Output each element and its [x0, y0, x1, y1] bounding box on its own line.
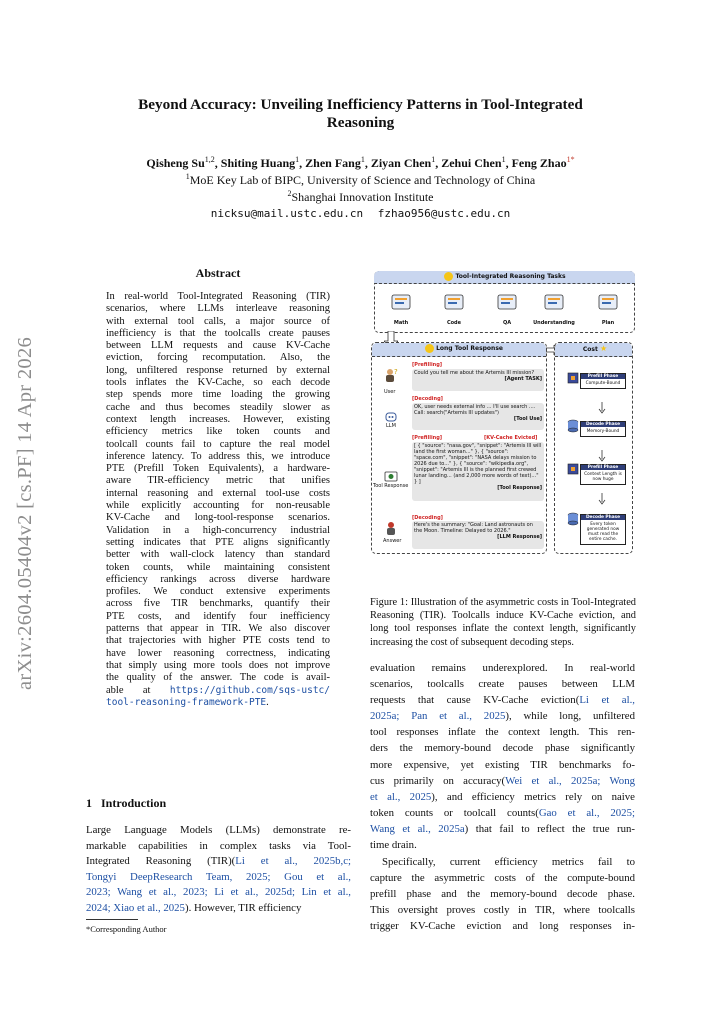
cost-box-head: Prefill Phase — [581, 465, 625, 470]
intro-line: markable capabilities in complex tasks via Tool- — [86, 839, 351, 852]
tag-decoding-2: [Decoding] — [412, 515, 443, 521]
abstract-line: across five TIR benchmarks, quantify their — [106, 598, 330, 610]
body-line: Specifically, current efficiency metrics fail to — [382, 856, 635, 868]
cost-box-body: Compute-Bound — [585, 381, 621, 386]
abstract-line: long, unfiltered response returned by external — [106, 364, 330, 376]
citation-link[interactable]: 2024; Xiao et al., 2025 — [86, 901, 185, 914]
tag-prefilling-1: [Prefilling] — [412, 362, 443, 368]
abstract-line: have lower reasoning correctness, indicating — [106, 647, 330, 659]
code-link[interactable]: tool-reasoning-framework-PTE — [106, 696, 267, 708]
citation-link[interactable]: et al., 2025 — [370, 790, 432, 803]
abstract-body — [106, 291, 330, 709]
task-label-code: Code — [446, 320, 462, 326]
cost-box — [580, 421, 626, 437]
intro-paragraph-left — [86, 823, 351, 916]
memory-cache-icon — [566, 419, 580, 438]
user-message: Could you tell me about the Artemis III mission? [Agent TASK] — [412, 369, 544, 391]
abstract-line: Validation in a high-concurrency industrial — [106, 524, 330, 536]
affiliation-2: $^2$Shanghai Innovation Institute — [287, 189, 434, 204]
abstract-line: patterns that appear in TIR. We also discover — [106, 623, 330, 635]
abstract-line: that trajectories with higher PTE costs tend to — [106, 635, 330, 647]
citation-link[interactable]: Gao et al., 2025; — [538, 806, 635, 819]
body-line: 2025a; Pan et al., 2025), while long, unfiltered — [370, 710, 635, 723]
abstract-heading: Abstract — [195, 266, 241, 280]
abstract-line: with external tool calls, a major source of — [106, 315, 330, 327]
role-tool-response: Tool Response — [373, 483, 409, 489]
role-llm: LLM — [386, 423, 396, 429]
cost-box — [580, 373, 626, 389]
abstract-line: aware TIR-efficiency metric that unifies — [106, 475, 330, 487]
body-line: trigger KV-Cache eviction and long responses in- — [370, 920, 635, 933]
memory-cache-icon — [566, 512, 580, 531]
body-line: et al., 2025), and efficiency metrics rely on naive — [370, 790, 635, 803]
role-answer: Answer — [383, 538, 402, 544]
author-affiliation-marker: 1 — [295, 155, 300, 164]
body-line: tool responses inflate the context length. This ren- — [370, 726, 635, 739]
cost-box — [580, 464, 626, 485]
body-line: time drain. — [370, 839, 417, 852]
body-line: Wang et al., 2025a) that fail to reflect the true run- — [370, 822, 635, 835]
figure-cost-title: Cost ★ — [582, 344, 608, 353]
affiliation-1: $^1$MoE Key Lab of BIPC, University of Science and Technology of China — [185, 172, 536, 187]
author-name: Ziyan Chen — [370, 156, 432, 170]
abstract-line: profiles. We conduct extensive experiments — [106, 586, 330, 598]
intro-line: Large Language Models (LLMs) demonstrate re- — [86, 824, 351, 836]
abstract-line: internal reasoning and external tool-use costs — [106, 487, 330, 499]
citation-link[interactable]: 2025a; Pan et al., 2025 — [370, 710, 506, 723]
abstract-line: while explicitly accounting for non-reusable — [106, 500, 330, 512]
abstract-line: setting indicates that PTE aligns significantly — [106, 536, 330, 548]
cost-box-body: Every token generated now must read the entire cache. — [586, 522, 620, 542]
abstract-line: step spends more time loading the growing — [106, 389, 330, 401]
abstract-line — [106, 685, 330, 697]
author-affiliation-marker: 1 — [501, 155, 506, 164]
abstract-line: the quality of the answer. The code is avail- — [106, 672, 330, 684]
smiley-icon — [444, 272, 453, 281]
body-line: token counts or toolcall counts(Gao et al., 2025; — [370, 806, 635, 819]
abstract-line: context length increases. However, existing — [106, 413, 330, 425]
body-line: prefill phase and the memory-bound decode phase. — [370, 888, 635, 901]
author-affiliation-marker: 1 — [360, 155, 365, 164]
abstract-line: better with wall-clock latency than standard — [106, 549, 330, 561]
down-arrow-icon — [598, 401, 606, 419]
body-line: scenarios, toolcalls create pauses between LLM — [370, 678, 635, 691]
abstract-line: toolcall counts fail to capture the real model — [106, 438, 330, 450]
svg-text:?: ? — [394, 368, 398, 376]
section-heading-introduction: 1 Introduction — [86, 796, 167, 810]
citation-link[interactable]: Tongyi DeepResearch Team, 2025; Gou et al., — [86, 870, 351, 883]
author-emails[interactable]: nicksu@mail.ustc.edu.cn fzhao956@ustc.edu.cn — [210, 207, 511, 220]
footnote-rule — [86, 919, 138, 920]
author-affiliation-marker: 1 — [431, 155, 436, 164]
down-arrow-icon — [598, 492, 606, 510]
title-line-2: Reasoning — [326, 114, 395, 131]
tag-prefilling-2: [Prefilling] — [412, 435, 443, 441]
math-icon — [391, 293, 411, 316]
role-user: User — [384, 389, 396, 395]
body-line: capture the asymmetric costs of the compute-bound — [370, 872, 635, 885]
task-label-qa: QA — [502, 320, 512, 326]
code-link[interactable]: https://github.com/sqs-ustc/ — [169, 684, 330, 696]
cost-box-body: Context Length is now huge — [584, 472, 622, 482]
abstract-line: inefficiency is that the toolcalls create pauses — [106, 327, 330, 339]
figure-left-title: Long Tool Response — [414, 342, 514, 355]
abstract-line: that simply using more tools does not improve — [106, 659, 330, 671]
author-name: Shiting Huang — [220, 156, 296, 170]
author-name: Zehui Chen — [441, 156, 502, 170]
citation-link[interactable]: Li et al., — [579, 694, 635, 707]
intro-line: 2024; Xiao et al., 2025). However, TIR efficiency — [86, 901, 302, 914]
abstract-line: eviction, forcing recomputation. Also, the — [106, 352, 330, 364]
intro-line — [86, 885, 351, 901]
author-affiliation-marker: 1,2 — [204, 155, 215, 164]
task-label-math: Math — [393, 320, 409, 326]
code-icon — [444, 293, 464, 316]
abstract-line: PTE costs, and identify four inefficiency — [106, 610, 330, 622]
citation-link[interactable]: Li et al., 2025b,c; — [235, 855, 351, 867]
author-affiliation-marker: 1* — [566, 155, 575, 164]
intro-line — [86, 870, 351, 886]
author-name: Feng Zhao — [511, 156, 567, 170]
answer-avatar-icon — [384, 521, 398, 535]
cost-box-head: Decode Phase — [581, 515, 625, 520]
arxiv-identifier: arXiv:2604.05404v2 [cs.PF] 14 Apr 2026 — [14, 336, 36, 690]
user-avatar-icon — [384, 368, 398, 382]
cost-box-head: Prefill Phase — [581, 374, 625, 379]
body-line: requests that cause KV-Cache eviction(Li et al., — [370, 694, 635, 707]
figure-tasks-title: Tool-Integrated Reasoning Tasks — [430, 271, 580, 283]
abstract-line: tools inflates the KV-Cache, so each decode — [106, 377, 330, 389]
task-label-plan: Plan — [601, 320, 615, 326]
worried-face-icon — [425, 344, 434, 353]
llm-message: OK, user needs external info ... I'll use search .... Call: search("Artemis III updates") [Tool Use] — [412, 403, 544, 430]
cost-box-body: Memory-Bound — [586, 429, 620, 434]
intro-line: Integrated Reasoning (TIR)(Li et al., 2025b,c; — [86, 855, 351, 867]
abstract-line: KV-Cache and long-tool-response scenarios. — [106, 512, 330, 524]
body-line: evaluation remains underexplored. In real-world — [370, 662, 635, 674]
abstract-line: PTE (Prefill Token Equivalents), a hardware- — [106, 463, 330, 475]
task-label-understanding: Understanding — [533, 320, 575, 326]
abstract-line: In real-world Tool-Integrated Reasoning (TIR) — [106, 291, 330, 302]
body-line: ders the memory-bound decode phase significantly — [370, 742, 635, 755]
star-icon: ★ — [599, 344, 608, 353]
abstract-text: able at — [106, 684, 151, 696]
abstract-line: cache and thus becomes steadily slower as — [106, 401, 330, 413]
abstract-line: efficiency metrics like token counts and — [106, 426, 330, 438]
body-line: This oversight proves costly in TIR, where toolcalls — [370, 904, 635, 917]
footnote-corresponding-author: *Corresponding Author — [86, 924, 167, 934]
cost-box — [580, 514, 626, 545]
abstract-line: tool-reasoning-framework-PTE. — [106, 696, 269, 708]
understanding-icon — [544, 293, 564, 316]
tag-kv-cache-evicted: [KV-Cache Evicted] — [484, 435, 538, 441]
abstract-line: efficiency rankings across diverse hardware — [106, 573, 330, 585]
abstract-line: token counts, while maintaining consistent — [106, 561, 330, 573]
plan-icon — [598, 293, 618, 316]
citation-link[interactable]: Wang et al., 2025a — [370, 822, 465, 835]
tool-icon — [384, 470, 398, 482]
abstract-line: inference latency. To address this, we introduce — [106, 450, 330, 462]
citation-link[interactable]: Wei et al., 2025a; Wong — [505, 774, 636, 787]
gpu-chip-icon — [566, 462, 580, 481]
cost-box-head: Decode Phase — [581, 422, 625, 427]
paper-title — [60, 96, 661, 132]
tag-decoding-1: [Decoding] — [412, 396, 443, 402]
body-line: cus primarily on accuracy(Wei et al., 2025a; Wong — [370, 774, 636, 787]
title-line-1: Beyond Accuracy: Unveiling Inefficiency Patterns in Tool-Integrated — [138, 96, 583, 113]
author-list: Qisheng Su$^{1,2}$, Shiting Huang$^1$, Zhen Fang$^1$, Ziyan Chen$^1$, Zehui Chen$^1$, Feng Zhao$^{1*}$ — [146, 155, 575, 170]
body-line: more expensive, yet existing TIR benchmarks fo- — [370, 758, 635, 771]
tool-response-message: [ { "source": "nasa.gov", "snippet": "Artemis III will land the first woman..." }, { "source": "space.com", "snippet": "NASA delays mission to 2026 due to..." }, { "source": "wikipedia.org", "snippet": "Artemis III is the planned first crewed lunar landing... (and 2,000 more words of text)..." } ] [Tool Response] — [412, 442, 544, 501]
robot-icon — [384, 410, 398, 422]
intro-paragraph-right-1 — [370, 660, 635, 853]
answer-message: Here's the summary: "Goal: Land astronauts on the Moon. Timeline: Delayed to 2026." [LLM Response] — [412, 521, 544, 549]
intro-paragraph-right-2 — [370, 854, 635, 934]
abstract-line: between LLM requests and cause KV-Cache — [106, 340, 330, 352]
abstract-line: scenarios, where LLMs interleave reasoning — [106, 303, 330, 315]
citation-link[interactable]: 2023; Wang et al., 2023; Li et al., 2025d; Lin et al., — [86, 886, 351, 898]
author-name: Qisheng Su — [146, 156, 205, 170]
gpu-chip-icon — [566, 371, 580, 390]
figure-caption: Figure 1: Illustration of the asymmetric costs in Tool-Integrated Reasoning (TIR). Toolcalls induce KV-Cache eviction, and long tool responses inflate the context length, significantly increasing the cost of subsequent decoding steps. — [370, 597, 636, 648]
author-name: Zhen Fang — [305, 156, 361, 170]
qa-icon — [497, 293, 517, 316]
